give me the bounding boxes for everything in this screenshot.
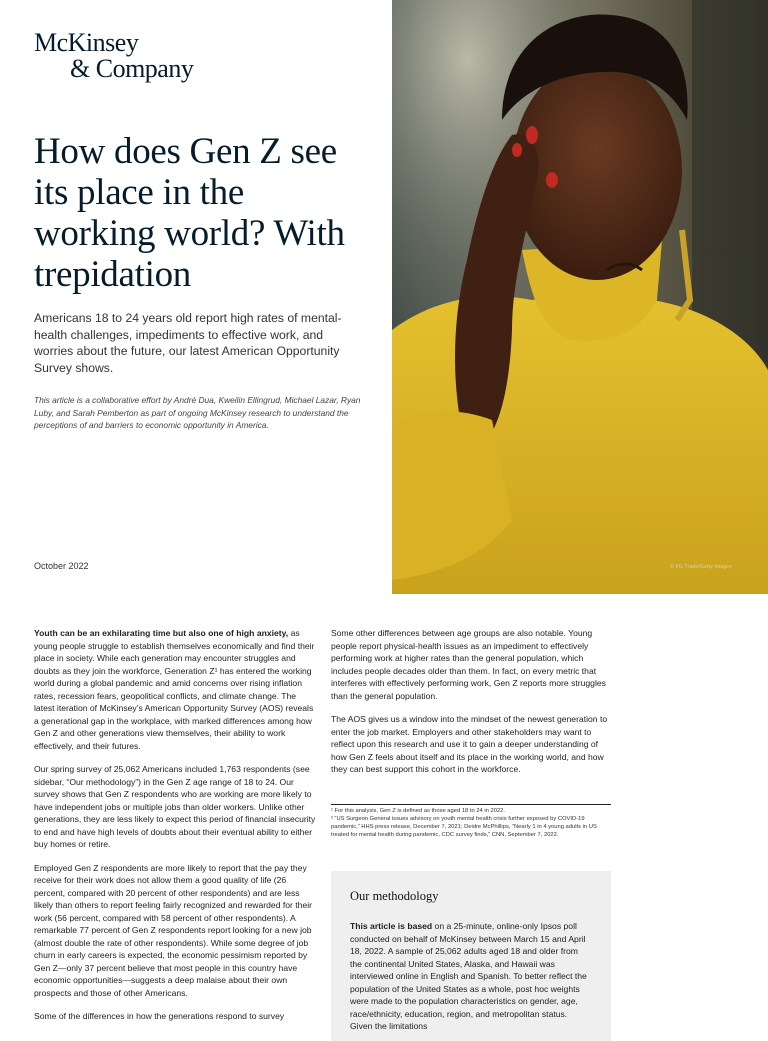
image-credit: © FG Trade/Getty Images — [670, 564, 732, 570]
lead-in: Youth can be an exhilarating time but also one of high anxiety, — [34, 628, 289, 638]
body-paragraph-6: The AOS gives us a window into the mindset of the newest generation to enter the job market. Employers and other stakeholders may want to reflect upon this research and use it to gain a deeper understanding of how Gen Z feels about itself and its place in the working world, and how they can best support this cohort in the workforce. — [331, 714, 608, 774]
logo-line-1: McKinsey — [34, 28, 139, 57]
body-paragraph-4: Some of the differences in how the generations respond to survey — [34, 1011, 285, 1021]
footnote-1: ¹ For this analysis, Gen Z is defined as those aged 18 to 24 in 2022. — [331, 808, 506, 814]
logo-line-2: & Company — [70, 54, 194, 83]
body-paragraph-3: Employed Gen Z respondents are more likely to report that the pay they receive for their work does not allow them a good quality of life (26 percent, compared with 20 percent of other respondents) and are less likely than others to report feeling fairly recognized and rewarded for their work (56 percent, compared with 58 percent of other respondents). A remarkable 77 percent of Gen Z respondents report looking for a new job (almost double the rate of other respondents). While some degree of job churn in early careers is expected, the economic pessimism reported by Gen Z—only 37 percent believe that most people in this country have economic opportunities—suggests a deep malaise about their own prospects and those of other Americans. — [34, 862, 313, 998]
body-paragraph-2: Our spring survey of 25,062 Americans included 1,763 respondents (see sidebar, “Our methodology”) in the Gen Z age range of 18 to 24. Our survey shows that Gen Z respondents who are working are more likely to have independent jobs or multiple jobs than older workers. Unlike other generations, they are less likely to expect this period of financial insecurity to end and have high levels of doubts about their eventual ability to either buy homes or retire. — [34, 764, 316, 849]
hero-photo-illustration — [392, 0, 768, 594]
footnote-divider — [331, 804, 611, 805]
mckinsey-logo[interactable] — [34, 30, 193, 82]
footnote-2: ² “US Surgeon General issues advisory on youth mental health crisis further exposed by COVID-19 pandemic,” HHS press release, December 7, 2021; Deidre McPhillips, “Nearly 1 in 4 young adults in US treated for mental health during pandemic, CDC survey finds,” CNN, September 7, 2022. — [331, 816, 597, 838]
authors-note: This article is a collaborative effort by André Dua, Kweilin Ellingrud, Michael Lazar, Ryan Luby, and Sarah Pemberton as part of ongoing McKinsey research to understand the perceptions of and barriers to economic opportunity in America. — [34, 395, 361, 430]
footnotes — [331, 807, 611, 839]
article-subtitle: Americans 18 to 24 years old report high rates of mental-health challenges, impediments to effective work, and worries about the future, our latest American Opportunity Survey shows. — [34, 311, 342, 375]
body-column-right — [331, 627, 611, 787]
publication-date: October 2022 — [34, 561, 89, 571]
methodology-sidebar — [331, 871, 611, 1041]
methodology-heading: Our methodology — [350, 889, 439, 903]
body-column-left — [34, 627, 316, 1034]
body-paragraph-5: Some other differences between age groups are also notable. Young people report physical-health issues as an impediment to effectively performing work at higher rates than the general population, which includes people decades older than them. In fact, on every metric that interferes with effectively performing work, Gen Z reports more struggles than the general population. — [331, 628, 606, 701]
body-paragraph-1 — [34, 627, 316, 752]
methodology-text — [350, 920, 592, 1033]
body-paragraph-1-text: as young people struggle to establish themselves economically and find their place in society. While each generation may encounter struggles and doubts as they join the workforce, Generation Z¹ has entered the working world during a global pandemic and amid concerns over rising inflation rates, recession fears, geopolitical conflicts, and climate change. The latest iteration of McKinsey’s American Opportunity Survey (AOS) reveals a generational gap in the workplace, with marked differences among how Gen Z and other generations view themselves, their ability to work effectively, and their futures. — [34, 628, 315, 751]
methodology-lead: This article is based — [350, 921, 433, 931]
methodology-body: on a 25-minute, online-only Ipsos poll conducted on behalf of McKinsey between March 15 and April 18, 2022. A sample of 25,062 adults aged 18 and older from the continental United States, Alaska, and Hawaii was interviewed online in English and Spanish. To better reflect the population of the United States as a whole, post hoc weights were made to the population characteristics on gender, age, race/ethnicity, education, region, and metropolitan status. Given the limitations — [350, 921, 587, 1031]
hero-photo — [392, 0, 768, 594]
article-title: How does Gen Z see its place in the working world? With trepidation — [34, 131, 345, 295]
